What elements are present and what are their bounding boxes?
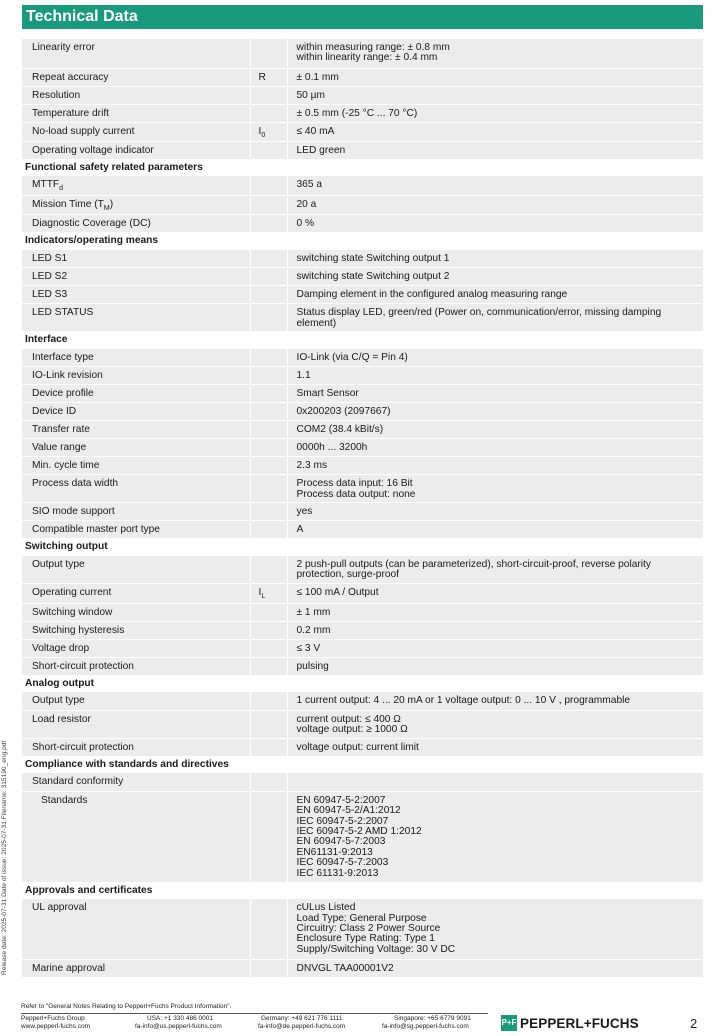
- spec-value: 365 a: [287, 176, 703, 195]
- logo-mark-icon: P+F: [501, 1015, 517, 1031]
- footer-general-notes: Refer to "General Notes Relating to Pepperl+Fuchs Product Information".: [21, 1003, 232, 1010]
- spec-name: Operating voltage indicator: [22, 141, 250, 159]
- spec-value: Smart Sensor: [287, 385, 703, 403]
- section-heading: Analog output: [22, 675, 703, 692]
- footer-sg-phone: Singapore: +65 6779 9091: [394, 1015, 471, 1022]
- spec-value: 0000h ... 3200h: [287, 439, 703, 457]
- spec-row-switching-output-type: [22, 556, 703, 584]
- spec-symbol: [250, 195, 287, 214]
- footer-usa-phone: USA: +1 330 486 0001: [147, 1015, 213, 1022]
- spec-row-master-port-type: [22, 521, 703, 539]
- footer-singapore: [382, 1015, 471, 1030]
- spec-symbol: [250, 959, 287, 977]
- spec-value: cULus Listed Load Type: General Purpose Circuitry: Class 2 Power Source Enclosure Type Rating: Type 1 Supply/Switching Voltage: 30 V DC: [287, 899, 703, 959]
- spec-symbol: [250, 657, 287, 675]
- spec-name: Switching hysteresis: [22, 621, 250, 639]
- spec-name: Device profile: [22, 385, 250, 403]
- spec-value: ± 1 mm: [287, 603, 703, 621]
- footer-germany: [258, 1015, 345, 1030]
- spec-row-switching-window: [22, 603, 703, 621]
- spec-symbol: [250, 215, 287, 233]
- spec-row-operating-voltage-indicator: [22, 141, 703, 159]
- spec-value: switching state Switching output 2: [287, 268, 703, 286]
- spec-name: Value range: [22, 439, 250, 457]
- section-heading: Compliance with standards and directives: [22, 756, 703, 773]
- spec-name: Process data width: [22, 475, 250, 503]
- spec-symbol: [250, 367, 287, 385]
- spec-symbol: [250, 639, 287, 657]
- spec-symbol: [250, 457, 287, 475]
- name-main: Mission Time (T: [32, 198, 104, 210]
- spec-row-mttf: [22, 176, 703, 195]
- spec-value: ± 0.5 mm (-25 °C ... 70 °C): [287, 104, 703, 122]
- spec-row-led-s2: [22, 268, 703, 286]
- spec-symbol: [250, 738, 287, 756]
- spec-value: Process data input: 16 Bit Process data output: none: [287, 475, 703, 503]
- spec-value: ≤ 100 mA / Output: [287, 584, 703, 603]
- spec-symbol: [250, 556, 287, 584]
- spec-symbol: [250, 603, 287, 621]
- spec-symbol: [250, 439, 287, 457]
- spec-symbol: [250, 621, 287, 639]
- spec-row-diagnostic-coverage: [22, 215, 703, 233]
- spec-row-device-id: [22, 403, 703, 421]
- spec-symbol: [250, 349, 287, 367]
- spec-row-min-cycle-time: [22, 457, 703, 475]
- spec-value: IO-Link (via C/Q = Pin 4): [287, 349, 703, 367]
- page-number: 2: [690, 1016, 698, 1031]
- spec-row-sio-mode: [22, 503, 703, 521]
- spec-value: 2 push-pull outputs (can be parameterized), short-circuit-proof, reverse polarity protection, surge-proof: [287, 556, 703, 584]
- spec-value: voltage output: current limit: [287, 738, 703, 756]
- spec-symbol: [250, 503, 287, 521]
- spec-row-load-resistor: [22, 710, 703, 738]
- spec-row-switching-short-circuit: [22, 657, 703, 675]
- spec-row-repeat-accuracy: [22, 68, 703, 86]
- spec-value: Damping element in the configured analog measuring range: [287, 286, 703, 304]
- spec-row-voltage-drop: [22, 639, 703, 657]
- spec-row-iolink-revision: [22, 367, 703, 385]
- spec-name: Marine approval: [22, 959, 250, 977]
- spec-symbol: [250, 86, 287, 104]
- spec-name: Short-circuit protection: [22, 738, 250, 756]
- spec-symbol: [250, 403, 287, 421]
- footer-sg-mail: fa-info@sg.pepperl-fuchs.com: [382, 1022, 469, 1030]
- spec-row-standards: [22, 791, 703, 882]
- footer-usa: [135, 1015, 222, 1030]
- spec-value: ≤ 40 mA: [287, 122, 703, 141]
- section-switching-output: [22, 539, 703, 556]
- spec-symbol: [250, 710, 287, 738]
- spec-name: Transfer rate: [22, 421, 250, 439]
- spec-name: UL approval: [22, 899, 250, 959]
- footer-group-name: Pepperl+Fuchs Group: [21, 1015, 85, 1022]
- spec-symbol: [250, 791, 287, 882]
- spec-value: yes: [287, 503, 703, 521]
- footer-usa-mail: fa-info@us.pepperl-fuchs.com: [135, 1022, 222, 1030]
- section-interface: [22, 332, 703, 349]
- spec-row-transfer-rate: [22, 421, 703, 439]
- spec-name: Resolution: [22, 86, 250, 104]
- spec-name: Output type: [22, 556, 250, 584]
- spec-symbol: [250, 475, 287, 503]
- logo-text: PEPPERL+FUCHS: [520, 1015, 639, 1031]
- spec-name: Voltage drop: [22, 639, 250, 657]
- spec-row-switching-hysteresis: [22, 621, 703, 639]
- page-title: Technical Data: [22, 5, 703, 29]
- footer-group: [21, 1015, 90, 1030]
- section-analog-output: [22, 675, 703, 692]
- section-compliance: [22, 756, 703, 773]
- spec-value: 0 %: [287, 215, 703, 233]
- symbol-main: I: [258, 587, 262, 599]
- spec-symbol: [250, 304, 287, 332]
- symbol-subscript: L: [261, 593, 266, 601]
- name-suffix: ): [109, 198, 114, 210]
- section-heading: Interface: [22, 332, 703, 349]
- section-approvals: [22, 882, 703, 899]
- spec-symbol: [250, 250, 287, 268]
- spec-value: pulsing: [287, 657, 703, 675]
- spec-symbol: [250, 141, 287, 159]
- section-heading: Approvals and certificates: [22, 882, 703, 899]
- spec-name: Interface type: [22, 349, 250, 367]
- section-heading: Functional safety related parameters: [22, 159, 703, 176]
- spec-value: 20 a: [287, 195, 703, 214]
- spec-name: Switching window: [22, 603, 250, 621]
- name-subscript: d: [59, 185, 64, 193]
- spec-name: IO-Link revision: [22, 367, 250, 385]
- spec-symbol: [250, 584, 287, 603]
- section-heading: Indicators/operating means: [22, 233, 703, 250]
- spec-row-resolution: [22, 86, 703, 104]
- spec-name: Device ID: [22, 403, 250, 421]
- section-indicators: [22, 233, 703, 250]
- spec-row-interface-type: [22, 349, 703, 367]
- spec-row-standard-conformity: [22, 773, 703, 791]
- spec-value: 1.1: [287, 367, 703, 385]
- spec-name: LED STATUS: [22, 304, 250, 332]
- spec-symbol: [250, 39, 287, 68]
- spec-symbol: [250, 421, 287, 439]
- spec-name: Short-circuit protection: [22, 657, 250, 675]
- spec-row-no-load-current: [22, 122, 703, 141]
- spec-value: ± 0.1 mm: [287, 68, 703, 86]
- spec-value: 0x200203 (2097667): [287, 403, 703, 421]
- spec-row-marine-approval: [22, 959, 703, 977]
- technical-data-table: [22, 39, 703, 978]
- spec-row-analog-output-type: [22, 692, 703, 710]
- footer-de-mail: fa-info@de.pepperl-fuchs.com: [258, 1022, 346, 1030]
- release-date-note: Release date: 2025-07-31 Date of issue: 2025-07-31 Filename: 315190_eng.pdf: [1, 740, 8, 975]
- spec-name: Output type: [22, 692, 250, 710]
- spec-symbol: [250, 176, 287, 195]
- spec-symbol: [250, 385, 287, 403]
- spec-name: No-load supply current: [22, 122, 250, 141]
- spec-value: LED green: [287, 141, 703, 159]
- spec-name: Operating current: [22, 584, 250, 603]
- section-heading: Switching output: [22, 539, 703, 556]
- spec-symbol: [250, 773, 287, 791]
- spec-row-process-data-width: [22, 475, 703, 503]
- spec-row-temperature-drift: [22, 104, 703, 122]
- spec-symbol: [250, 122, 287, 141]
- spec-name: Standards: [22, 791, 250, 882]
- spec-value: COM2 (38.4 kBit/s): [287, 421, 703, 439]
- spec-name: [22, 195, 250, 214]
- spec-row-led-s1: [22, 250, 703, 268]
- spec-row-analog-short-circuit: [22, 738, 703, 756]
- pepperl-fuchs-logo: [501, 1014, 639, 1032]
- spec-value: within measuring range: ± 0.8 mm within linearity range: ± 0.4 mm: [287, 39, 703, 68]
- spec-name: [22, 176, 250, 195]
- spec-symbol: [250, 692, 287, 710]
- symbol-subscript: 0: [261, 131, 266, 139]
- spec-symbol: [250, 104, 287, 122]
- spec-symbol: [250, 268, 287, 286]
- spec-value: 50 µm: [287, 86, 703, 104]
- spec-name: Temperature drift: [22, 104, 250, 122]
- spec-value: ≤ 3 V: [287, 639, 703, 657]
- name-main: MTTF: [32, 179, 60, 191]
- spec-name: LED S3: [22, 286, 250, 304]
- footer-de-phone: Germany: +49 621 776 1111: [261, 1015, 343, 1022]
- spec-row-value-range: [22, 439, 703, 457]
- spec-name: LED S2: [22, 268, 250, 286]
- spec-name: Standard conformity: [22, 773, 250, 791]
- spec-row-linearity-error: [22, 39, 703, 68]
- name-subscript: M: [103, 204, 110, 212]
- spec-name: Min. cycle time: [22, 457, 250, 475]
- spec-symbol: [250, 286, 287, 304]
- spec-row-mission-time: [22, 195, 703, 214]
- spec-row-led-s3: [22, 286, 703, 304]
- spec-row-ul-approval: [22, 899, 703, 959]
- spec-name: LED S1: [22, 250, 250, 268]
- footer-divider: [21, 1013, 488, 1014]
- spec-symbol: [250, 899, 287, 959]
- spec-value: 1 current output: 4 ... 20 mA or 1 voltage output: 0 ... 10 V , programmable: [287, 692, 703, 710]
- spec-value: 2.3 ms: [287, 457, 703, 475]
- spec-value: switching state Switching output 1: [287, 250, 703, 268]
- spec-value: A: [287, 521, 703, 539]
- spec-value: 0.2 mm: [287, 621, 703, 639]
- spec-symbol: [250, 521, 287, 539]
- section-functional-safety: [22, 159, 703, 176]
- spec-name: Linearity error: [22, 39, 250, 68]
- spec-row-device-profile: [22, 385, 703, 403]
- spec-value: DNVGL TAA00001V2: [287, 959, 703, 977]
- symbol-main: I: [258, 125, 262, 137]
- spec-value: [287, 773, 703, 791]
- spec-row-led-status: [22, 304, 703, 332]
- footer-group-web: www.pepperl-fuchs.com: [21, 1022, 90, 1030]
- spec-name: Load resistor: [22, 710, 250, 738]
- spec-name: SIO mode support: [22, 503, 250, 521]
- spec-name: Repeat accuracy: [22, 68, 250, 86]
- spec-symbol: R: [250, 68, 287, 86]
- spec-value: current output: ≤ 400 Ω voltage output: ≥ 1000 Ω: [287, 710, 703, 738]
- spec-value: Status display LED, green/red (Power on, communication/error, missing damping element): [287, 304, 703, 332]
- spec-name: Compatible master port type: [22, 521, 250, 539]
- spec-row-operating-current: [22, 584, 703, 603]
- spec-value: EN 60947-5-2:2007 EN 60947-5-2/A1:2012 IEC 60947-5-2:2007 IEC 60947-5-2 AMD 1:2012 EN 60947-5-7:2003 EN61131-9:2013 IEC 60947-5-7:2003 IEC 61131-9:2013: [287, 791, 703, 882]
- spec-name: Diagnostic Coverage (DC): [22, 215, 250, 233]
